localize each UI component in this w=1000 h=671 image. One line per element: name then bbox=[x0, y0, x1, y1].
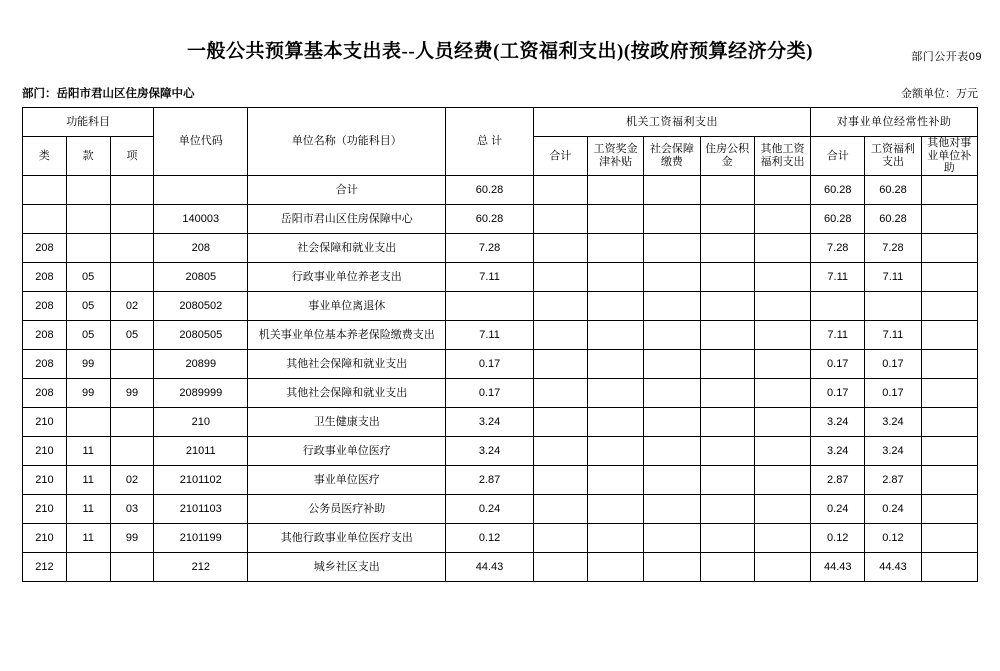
table-row bbox=[23, 436, 978, 465]
cell-org-total bbox=[533, 378, 587, 407]
cell-inst-salary: 3.24 bbox=[865, 436, 921, 465]
cell-org-salary bbox=[588, 436, 644, 465]
cell-inst-other bbox=[921, 233, 977, 262]
cell-org-total bbox=[533, 552, 587, 581]
cell-org-social bbox=[644, 552, 700, 581]
header-inst-salary-welfare: 工资福利支出 bbox=[865, 137, 921, 176]
table-row bbox=[23, 291, 978, 320]
cell-unit-code: 20899 bbox=[154, 349, 248, 378]
cell-unit-name: 行政事业单位养老支出 bbox=[248, 262, 446, 291]
table-row bbox=[23, 523, 978, 552]
cell-org-housing bbox=[700, 291, 754, 320]
cell-xiang bbox=[110, 407, 154, 436]
cell-org-other bbox=[754, 349, 810, 378]
cell-unit-name: 其他社会保障和就业支出 bbox=[248, 378, 446, 407]
header-org-social-insurance: 社会保障缴费 bbox=[644, 137, 700, 176]
cell-unit-name: 机关事业单位基本养老保险缴费支出 bbox=[248, 320, 446, 349]
cell-unit-code: 210 bbox=[154, 407, 248, 436]
cell-xiang bbox=[110, 436, 154, 465]
cell-inst-other bbox=[921, 494, 977, 523]
cell-org-salary bbox=[588, 349, 644, 378]
cell-org-other bbox=[754, 436, 810, 465]
header-row-1 bbox=[23, 108, 978, 137]
cell-lei: 208 bbox=[23, 378, 67, 407]
cell-unit-name: 城乡社区支出 bbox=[248, 552, 446, 581]
cell-lei: 208 bbox=[23, 262, 67, 291]
page-title: 一般公共预算基本支出表--人员经费(工资福利支出)(按政府预算经济分类) bbox=[187, 41, 813, 62]
cell-unit-code: 2089999 bbox=[154, 378, 248, 407]
table-row bbox=[23, 320, 978, 349]
cell-inst-salary: 0.24 bbox=[865, 494, 921, 523]
cell-org-total bbox=[533, 494, 587, 523]
cell-inst-total: 0.17 bbox=[811, 378, 865, 407]
header-function-subject: 功能科目 bbox=[23, 108, 154, 137]
cell-org-housing bbox=[700, 523, 754, 552]
cell-lei: 212 bbox=[23, 552, 67, 581]
cell-org-housing bbox=[700, 436, 754, 465]
cell-xiang: 05 bbox=[110, 320, 154, 349]
cell-inst-salary: 7.28 bbox=[865, 233, 921, 262]
cell-org-other bbox=[754, 378, 810, 407]
cell-org-total bbox=[533, 320, 587, 349]
header-group-org: 机关工资福利支出 bbox=[533, 108, 810, 137]
cell-org-social bbox=[644, 233, 700, 262]
cell-lei: 210 bbox=[23, 407, 67, 436]
department-label: 部门：岳阳市君山区住房保障中心 bbox=[22, 88, 195, 100]
form-code: 部门公开表09 bbox=[911, 51, 982, 63]
budget-report-page bbox=[0, 36, 1000, 671]
cell-xiang bbox=[110, 349, 154, 378]
cell-org-social bbox=[644, 494, 700, 523]
cell-xiang bbox=[110, 204, 154, 233]
cell-kuan bbox=[66, 552, 110, 581]
cell-total: 0.17 bbox=[446, 378, 534, 407]
cell-kuan bbox=[66, 175, 110, 204]
cell-lei: 208 bbox=[23, 320, 67, 349]
cell-org-housing bbox=[700, 465, 754, 494]
cell-inst-other bbox=[921, 204, 977, 233]
meta-row bbox=[22, 85, 978, 101]
cell-org-housing bbox=[700, 407, 754, 436]
cell-inst-salary: 0.17 bbox=[865, 349, 921, 378]
cell-org-total bbox=[533, 523, 587, 552]
cell-unit-code: 2101102 bbox=[154, 465, 248, 494]
header-org-housing-fund: 住房公积金 bbox=[700, 137, 754, 176]
header-org-total: 合计 bbox=[533, 137, 587, 176]
header-unit-name: 单位名称（功能科目） bbox=[248, 108, 446, 176]
cell-total: 2.87 bbox=[446, 465, 534, 494]
cell-org-salary bbox=[588, 465, 644, 494]
cell-org-social bbox=[644, 204, 700, 233]
table-row bbox=[23, 465, 978, 494]
cell-org-social bbox=[644, 465, 700, 494]
cell-org-other bbox=[754, 523, 810, 552]
cell-inst-total: 7.11 bbox=[811, 320, 865, 349]
cell-kuan: 11 bbox=[66, 523, 110, 552]
cell-org-other bbox=[754, 465, 810, 494]
cell-inst-other bbox=[921, 291, 977, 320]
table-row bbox=[23, 378, 978, 407]
cell-total: 7.28 bbox=[446, 233, 534, 262]
cell-xiang: 99 bbox=[110, 523, 154, 552]
budget-table bbox=[22, 107, 978, 582]
header-org-other-welfare: 其他工资福利支出 bbox=[754, 137, 810, 176]
cell-org-salary bbox=[588, 378, 644, 407]
cell-inst-salary bbox=[865, 291, 921, 320]
cell-inst-salary: 0.17 bbox=[865, 378, 921, 407]
cell-inst-total: 0.12 bbox=[811, 523, 865, 552]
cell-kuan bbox=[66, 233, 110, 262]
cell-inst-total: 60.28 bbox=[811, 204, 865, 233]
cell-org-total bbox=[533, 407, 587, 436]
cell-unit-name: 卫生健康支出 bbox=[248, 407, 446, 436]
table-row bbox=[23, 552, 978, 581]
cell-org-social bbox=[644, 378, 700, 407]
table-row bbox=[23, 233, 978, 262]
cell-org-other bbox=[754, 552, 810, 581]
cell-org-other bbox=[754, 233, 810, 262]
cell-total: 3.24 bbox=[446, 436, 534, 465]
cell-inst-total: 3.24 bbox=[811, 407, 865, 436]
cell-unit-code: 21011 bbox=[154, 436, 248, 465]
header-kuan: 款 bbox=[66, 137, 110, 176]
cell-kuan: 05 bbox=[66, 291, 110, 320]
cell-inst-total: 0.17 bbox=[811, 349, 865, 378]
cell-inst-total bbox=[811, 291, 865, 320]
cell-total: 60.28 bbox=[446, 175, 534, 204]
cell-total: 44.43 bbox=[446, 552, 534, 581]
cell-org-total bbox=[533, 291, 587, 320]
cell-unit-code: 2080502 bbox=[154, 291, 248, 320]
cell-inst-other bbox=[921, 407, 977, 436]
cell-kuan: 05 bbox=[66, 262, 110, 291]
table-row bbox=[23, 262, 978, 291]
cell-org-other bbox=[754, 320, 810, 349]
cell-inst-other bbox=[921, 320, 977, 349]
cell-inst-other bbox=[921, 378, 977, 407]
cell-org-social bbox=[644, 407, 700, 436]
header-total: 总 计 bbox=[446, 108, 534, 176]
cell-inst-salary: 7.11 bbox=[865, 320, 921, 349]
cell-org-total bbox=[533, 349, 587, 378]
cell-org-other bbox=[754, 494, 810, 523]
cell-org-salary bbox=[588, 320, 644, 349]
cell-unit-name: 其他行政事业单位医疗支出 bbox=[248, 523, 446, 552]
cell-unit-name: 合计 bbox=[248, 175, 446, 204]
cell-org-housing bbox=[700, 233, 754, 262]
cell-inst-total: 2.87 bbox=[811, 465, 865, 494]
cell-inst-salary: 60.28 bbox=[865, 175, 921, 204]
cell-org-housing bbox=[700, 175, 754, 204]
cell-org-salary bbox=[588, 204, 644, 233]
cell-org-other bbox=[754, 262, 810, 291]
header-group-institution: 对事业单位经常性补助 bbox=[811, 108, 978, 137]
cell-kuan: 11 bbox=[66, 494, 110, 523]
cell-lei: 208 bbox=[23, 233, 67, 262]
cell-kuan: 11 bbox=[66, 465, 110, 494]
cell-org-housing bbox=[700, 378, 754, 407]
cell-kuan: 99 bbox=[66, 349, 110, 378]
cell-inst-total: 60.28 bbox=[811, 175, 865, 204]
cell-lei: 210 bbox=[23, 436, 67, 465]
cell-inst-other bbox=[921, 436, 977, 465]
cell-xiang bbox=[110, 175, 154, 204]
cell-unit-code bbox=[154, 175, 248, 204]
cell-org-salary bbox=[588, 291, 644, 320]
cell-inst-other bbox=[921, 523, 977, 552]
cell-org-other bbox=[754, 407, 810, 436]
cell-xiang bbox=[110, 552, 154, 581]
cell-org-social bbox=[644, 262, 700, 291]
cell-inst-total: 7.28 bbox=[811, 233, 865, 262]
cell-inst-total: 44.43 bbox=[811, 552, 865, 581]
cell-total: 7.11 bbox=[446, 262, 534, 291]
cell-org-social bbox=[644, 349, 700, 378]
cell-total bbox=[446, 291, 534, 320]
cell-org-total bbox=[533, 262, 587, 291]
cell-unit-code: 2080505 bbox=[154, 320, 248, 349]
cell-inst-total: 7.11 bbox=[811, 262, 865, 291]
cell-unit-name: 公务员医疗补助 bbox=[248, 494, 446, 523]
cell-total: 7.11 bbox=[446, 320, 534, 349]
header-inst-total: 合计 bbox=[811, 137, 865, 176]
cell-inst-salary: 60.28 bbox=[865, 204, 921, 233]
table-row bbox=[23, 494, 978, 523]
cell-total: 0.12 bbox=[446, 523, 534, 552]
cell-inst-total: 0.24 bbox=[811, 494, 865, 523]
cell-unit-code: 20805 bbox=[154, 262, 248, 291]
cell-org-total bbox=[533, 233, 587, 262]
cell-org-salary bbox=[588, 262, 644, 291]
cell-inst-other bbox=[921, 465, 977, 494]
cell-org-social bbox=[644, 175, 700, 204]
header-unit-code: 单位代码 bbox=[154, 108, 248, 176]
cell-org-housing bbox=[700, 262, 754, 291]
cell-org-salary bbox=[588, 523, 644, 552]
cell-org-salary bbox=[588, 552, 644, 581]
table-row bbox=[23, 407, 978, 436]
cell-inst-salary: 7.11 bbox=[865, 262, 921, 291]
cell-inst-total: 3.24 bbox=[811, 436, 865, 465]
cell-kuan: 05 bbox=[66, 320, 110, 349]
cell-org-social bbox=[644, 320, 700, 349]
cell-xiang: 03 bbox=[110, 494, 154, 523]
cell-org-housing bbox=[700, 349, 754, 378]
cell-org-social bbox=[644, 291, 700, 320]
cell-lei: 208 bbox=[23, 349, 67, 378]
cell-lei: 210 bbox=[23, 465, 67, 494]
amount-unit-label: 金额单位：万元 bbox=[901, 88, 978, 100]
cell-kuan: 11 bbox=[66, 436, 110, 465]
cell-kuan bbox=[66, 204, 110, 233]
cell-org-social bbox=[644, 436, 700, 465]
cell-lei: 210 bbox=[23, 494, 67, 523]
header-org-salary-bonus: 工资奖金津补贴 bbox=[588, 137, 644, 176]
cell-xiang: 02 bbox=[110, 465, 154, 494]
cell-inst-salary: 2.87 bbox=[865, 465, 921, 494]
header-inst-other-subsidy: 其他对事业单位补助 bbox=[921, 137, 977, 176]
cell-total: 0.24 bbox=[446, 494, 534, 523]
cell-org-other bbox=[754, 204, 810, 233]
cell-unit-name: 事业单位离退休 bbox=[248, 291, 446, 320]
cell-org-salary bbox=[588, 407, 644, 436]
cell-unit-code: 208 bbox=[154, 233, 248, 262]
cell-xiang bbox=[110, 262, 154, 291]
cell-inst-other bbox=[921, 349, 977, 378]
cell-xiang bbox=[110, 233, 154, 262]
cell-inst-salary: 44.43 bbox=[865, 552, 921, 581]
cell-inst-other bbox=[921, 552, 977, 581]
cell-inst-salary: 3.24 bbox=[865, 407, 921, 436]
table-row bbox=[23, 349, 978, 378]
table-row bbox=[23, 204, 978, 233]
cell-lei bbox=[23, 175, 67, 204]
cell-unit-name: 其他社会保障和就业支出 bbox=[248, 349, 446, 378]
cell-unit-name: 社会保障和就业支出 bbox=[248, 233, 446, 262]
cell-unit-code: 2101199 bbox=[154, 523, 248, 552]
cell-org-salary bbox=[588, 233, 644, 262]
cell-lei bbox=[23, 204, 67, 233]
cell-unit-code: 2101103 bbox=[154, 494, 248, 523]
table-row bbox=[23, 175, 978, 204]
cell-unit-code: 140003 bbox=[154, 204, 248, 233]
cell-kuan: 99 bbox=[66, 378, 110, 407]
cell-unit-name: 行政事业单位医疗 bbox=[248, 436, 446, 465]
cell-org-total bbox=[533, 175, 587, 204]
cell-org-other bbox=[754, 175, 810, 204]
cell-inst-other bbox=[921, 262, 977, 291]
cell-kuan bbox=[66, 407, 110, 436]
cell-org-total bbox=[533, 204, 587, 233]
cell-unit-code: 212 bbox=[154, 552, 248, 581]
cell-org-total bbox=[533, 436, 587, 465]
cell-lei: 208 bbox=[23, 291, 67, 320]
cell-org-social bbox=[644, 523, 700, 552]
header-lei: 类 bbox=[23, 137, 67, 176]
cell-inst-salary: 0.12 bbox=[865, 523, 921, 552]
cell-xiang: 02 bbox=[110, 291, 154, 320]
cell-org-salary bbox=[588, 175, 644, 204]
cell-org-housing bbox=[700, 552, 754, 581]
cell-lei: 210 bbox=[23, 523, 67, 552]
cell-org-other bbox=[754, 291, 810, 320]
cell-xiang: 99 bbox=[110, 378, 154, 407]
cell-org-total bbox=[533, 465, 587, 494]
cell-unit-name: 事业单位医疗 bbox=[248, 465, 446, 494]
cell-org-housing bbox=[700, 320, 754, 349]
header-xiang: 项 bbox=[110, 137, 154, 176]
cell-total: 60.28 bbox=[446, 204, 534, 233]
table-body bbox=[23, 175, 978, 581]
cell-unit-name: 岳阳市君山区住房保障中心 bbox=[248, 204, 446, 233]
cell-total: 3.24 bbox=[446, 407, 534, 436]
cell-org-housing bbox=[700, 494, 754, 523]
cell-org-housing bbox=[700, 204, 754, 233]
cell-org-salary bbox=[588, 494, 644, 523]
cell-inst-other bbox=[921, 175, 977, 204]
cell-total: 0.17 bbox=[446, 349, 534, 378]
table-header bbox=[23, 108, 978, 176]
